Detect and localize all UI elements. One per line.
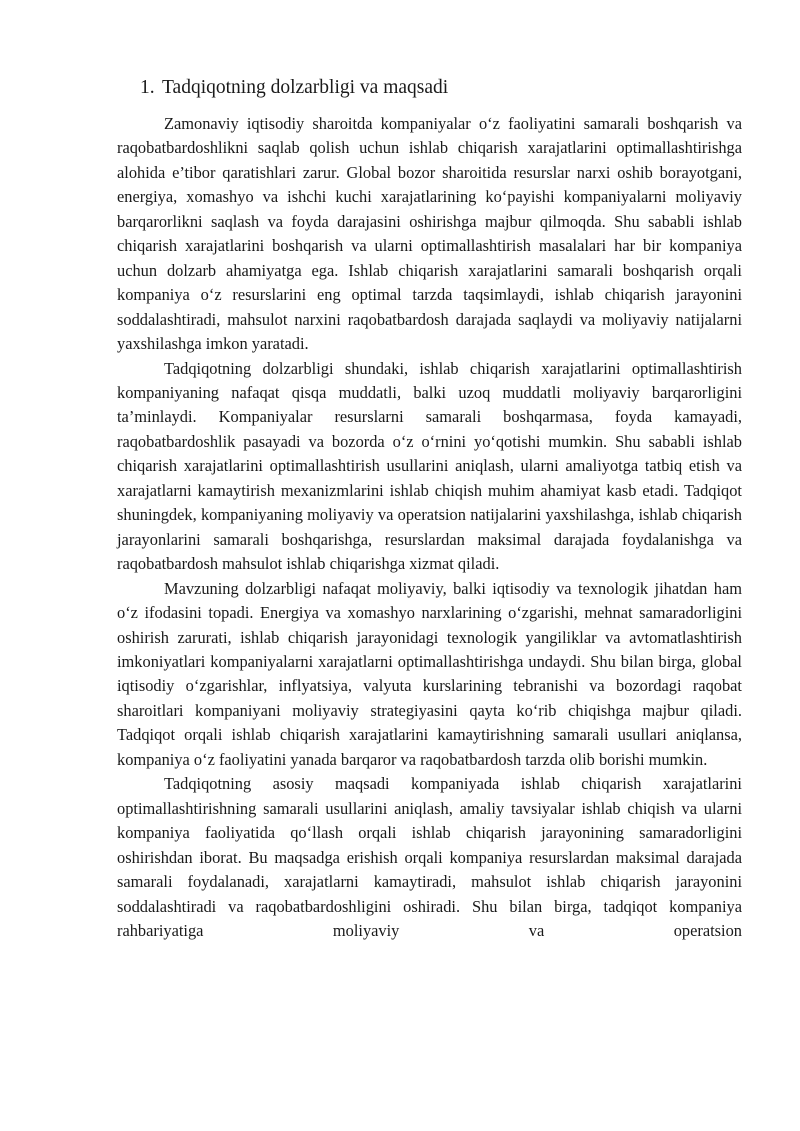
- paragraph-relevance-technology: Mavzuning dolzarbligi nafaqat moliyaviy, balki iqtisodiy va texnologik jihatdan ham o‘z ifodasini topadi. Energiya va xomashyo narxlarining o‘zgarishi, mehnat samaradorligini oshirish zarurati, ishlab chiqarish jarayonidagi texnologik yangiliklar va avtomatlashtirish imkoniyatlari kompaniyalarni xarajatlarni optimallashtirishga undaydi. Shu bilan birga, global iqtisodiy o‘zgarishlar, inflyatsiya, valyuta kurslarining tebranishi va bozordagi raqobat sharoitlari kompaniyani moliyaviy strategiyasini qayta ko‘rib chiqishga majbur qiladi. Tadqiqot orqali ishlab chiqarish xarajatlarini kamaytirishning samarali usullari aniqlansa, kompaniya o‘z faoliyatini yanada barqaror va raqobatbardosh tarzda olib borishi mumkin.: [117, 578, 742, 769]
- paragraph-relevance-stability: Tadqiqotning dolzarbligi shundaki, ishlab chiqarish xarajatlarini optimallashtirish kompaniyaning nafaqat qisqa muddatli, balki uzoq muddatli moliyaviy barqarorligini ta’minlaydi. Kompaniyalar resurslarni samarali boshqarmasa, foyda kamayadi, raqobatbardoshlik pasayadi va bozorda o‘z o‘rnini yo‘qotishi mumkin. Shu sababli ishlab chiqarish xarajatlarini optimallashtirish usullarini aniqlash, ularni amaliyotga tatbiq etish va xarajatlarni kamaytirish mexanizmlarini ishlab chiqish muhim ahamiyat kasb etadi. Tadqiqot shuningdek, kompaniyaning moliyaviy va operatsion natijalarini yaxshilashga, ishlab chiqarish jarayonlarini samarali boshqarishga, resurslardan maksimal darajada foydalanishga va raqobatbardosh mahsulot ishlab chiqarishga xizmat qiladi.: [117, 358, 742, 574]
- paragraph-relevance-intro: Zamonaviy iqtisodiy sharoitda kompaniyalar o‘z faoliyatini samarali boshqarish va raqobatbardoshlikni saqlab qolish uchun ishlab chiqarish xarajatlarini optimallashtirishga alohida e’tibor qaratishlari zarur. Global bozor sharoitida resurslar narxi oshib borayotgani, energiya, xomashyo va ishchi kuchi xarajatlarining ko‘payishi kompaniyalarni moliyaviy barqarorlikni saqlash va foyda darajasini oshirishga majbur qilmoqda. Shu sababli ishlab chiqarish xarajatlarini boshqarish va ularni optimallashtirish masalalari har bir kompaniya uchun dolzarb ahamiyatga ega. Ishlab chiqarish xarajatlarini samarali boshqarish orqali kompaniya o‘z resurslarini eng optimal tarzda taqsimlaydi, ishlab chiqarish jarayonini soddalashtiradi, mahsulot narxini raqobatbardosh darajada saqlaydi va moliyaviy natijalarni yaxshilashga imkon yaratadi.: [117, 114, 742, 354]
- section-number: 1.: [140, 77, 155, 98]
- paragraph-research-goal: Tadqiqotning asosiy maqsadi kompaniyada ishlab chiqarish xarajatlarini optimallashtirishning samarali usullarini aniqlash, amaliy tavsiyalar ishlab chiqish va ularni kompaniya faoliyatida qo‘llash orqali ishlab chiqarish jarayonining samaradorligini oshirishdan iborat. Bu maqsadga erishish orqali kompaniya resurslardan maksimal darajada samarali foydalanadi, xarajatlarni kamaytiradi, mahsulot ishlab chiqarish jarayonini soddalashtiradi va raqobatbardoshligini oshiradi. Shu bilan birga, tadqiqot kompaniya rahbariyatiga moliyaviy va operatsion: [117, 774, 742, 940]
- section-heading: [140, 74, 448, 102]
- document-body: [117, 112, 742, 943]
- section-title: Tadqiqotning dolzarbligi va maqsadi: [162, 77, 449, 98]
